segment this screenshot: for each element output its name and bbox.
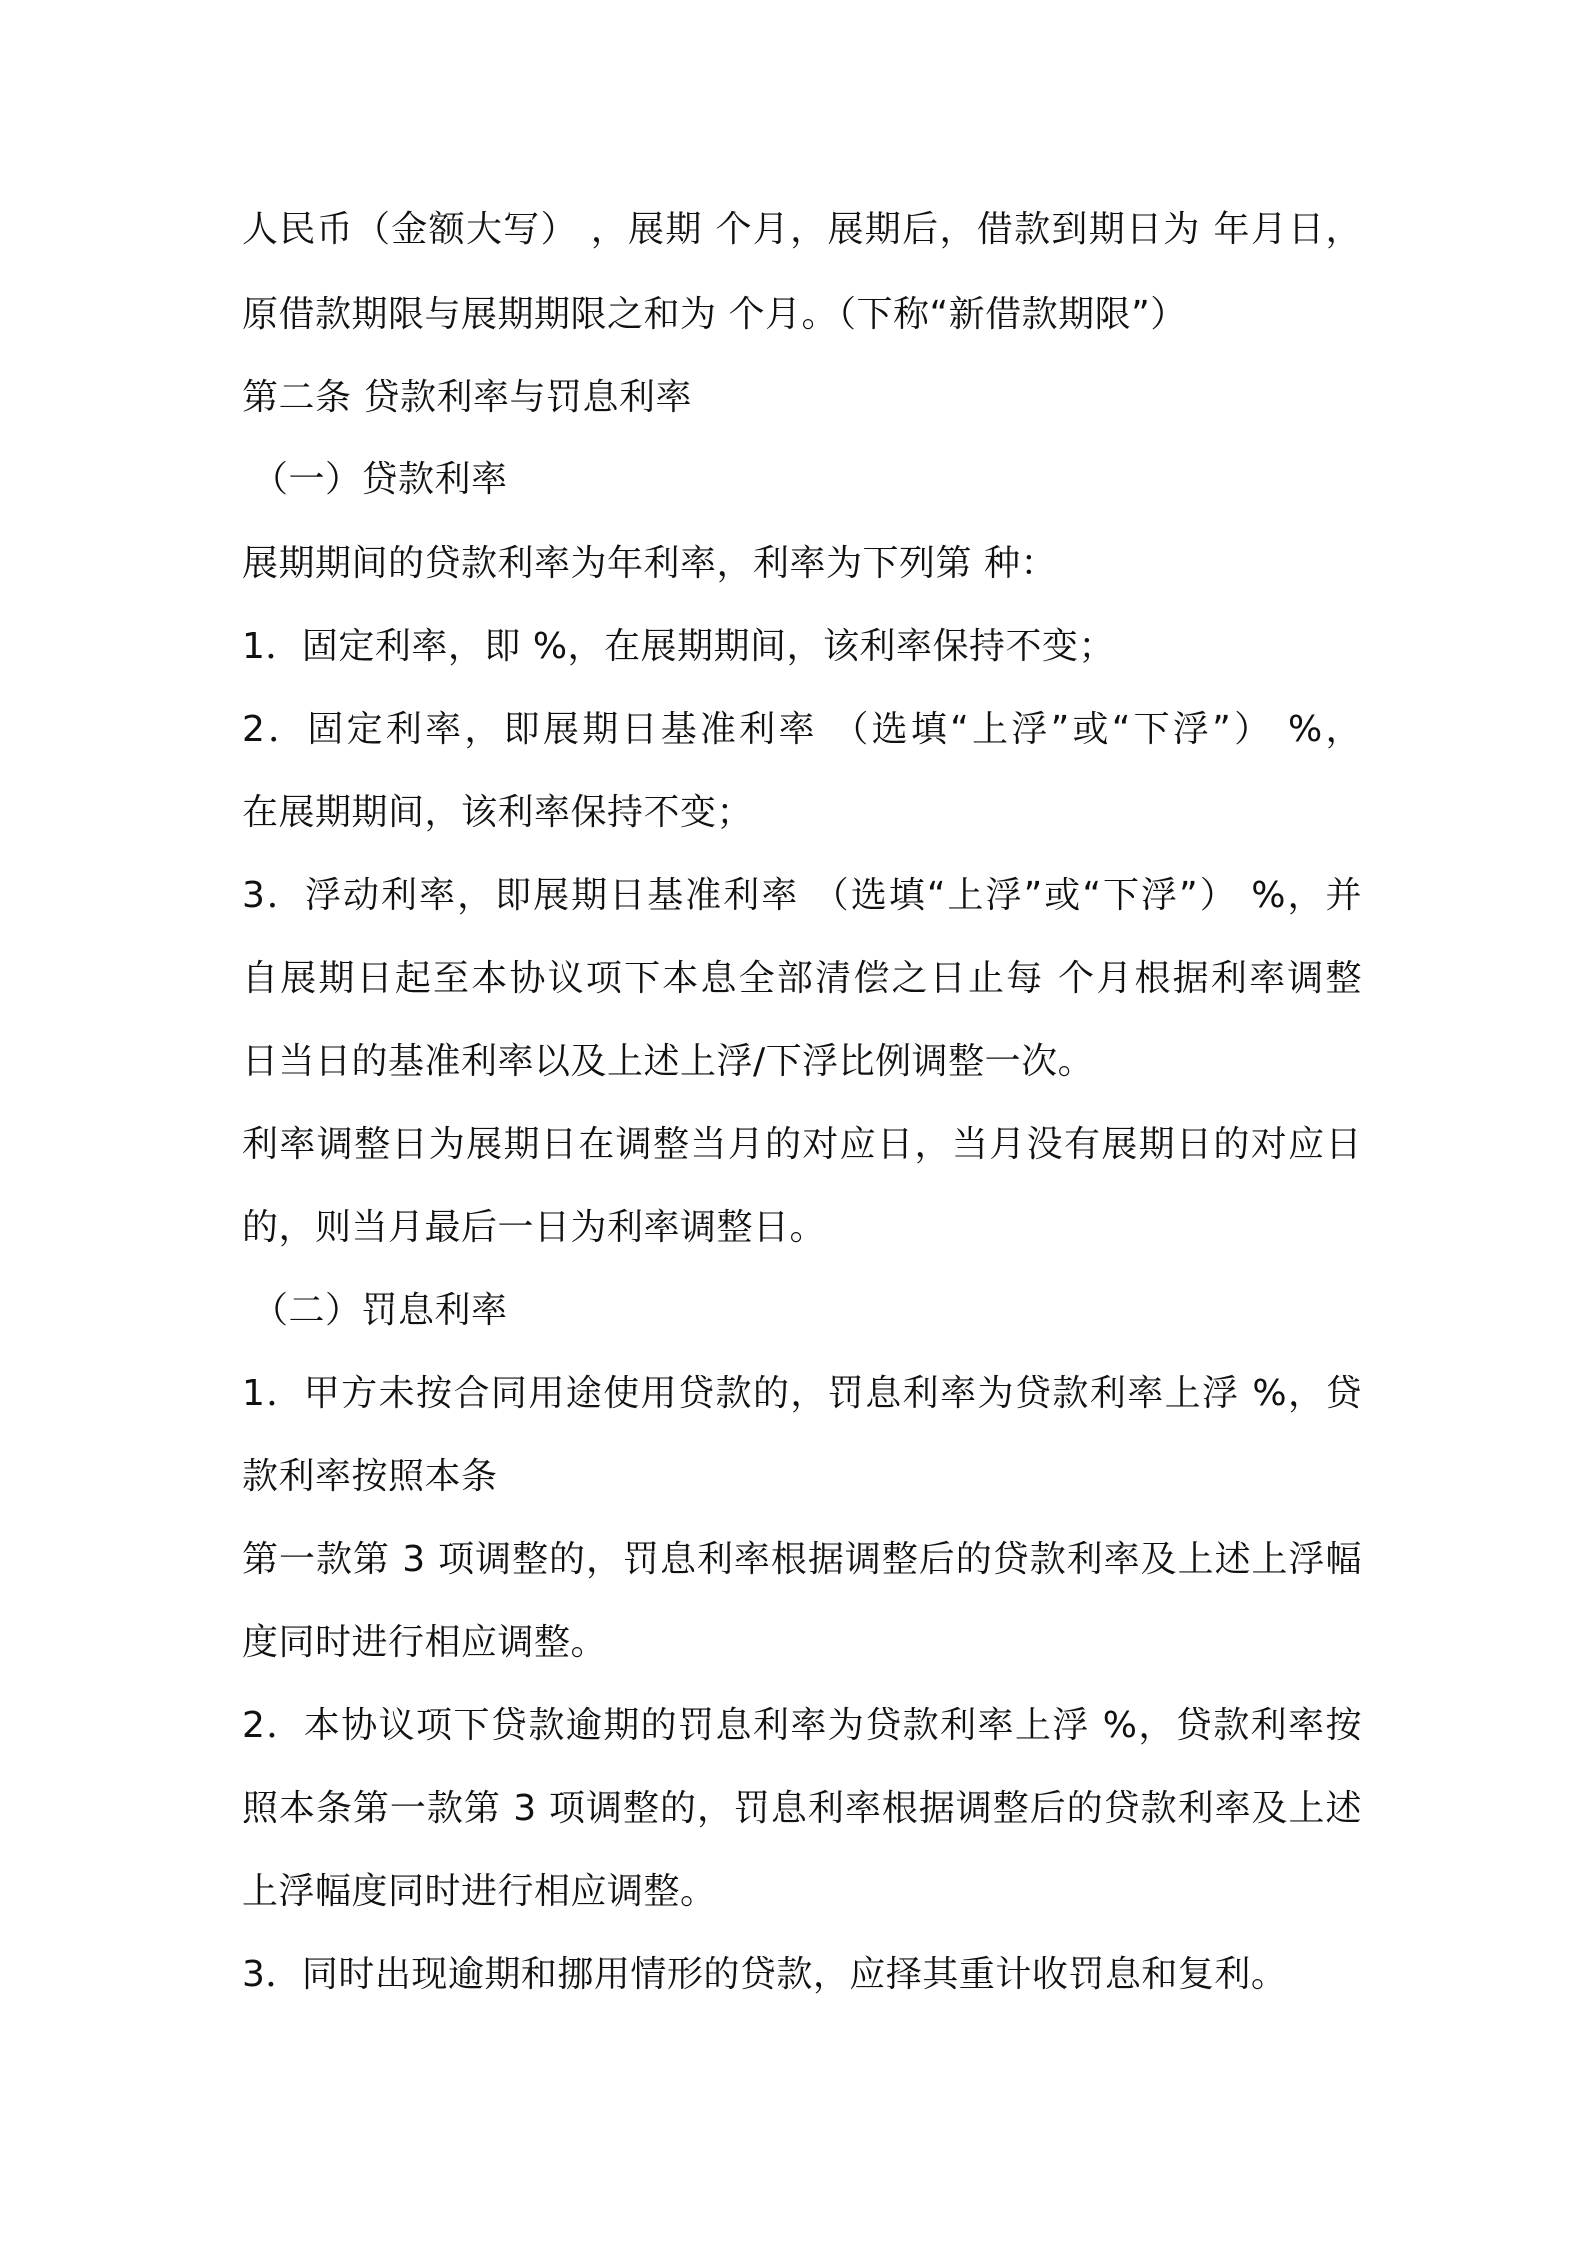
subsection-heading-loan-rate: （一）贷款利率: [252, 459, 508, 500]
text-line-2: 原借款期限与展期期限之和为 个月。（下称“新借款期限”）: [242, 294, 1187, 335]
penalty-item-1-cont-1: 款利率按照本条: [242, 1456, 498, 1497]
list-item-1: 1．固定利率，即 %，在展期期间，该利率保持不变；: [242, 626, 1116, 667]
text-line-5: 展期期间的贷款利率为年利率，利率为下列第 种：: [242, 543, 1057, 584]
text-line-12: 利率调整日为展期日在调整当月的对应日，当月没有展期日的对应日: [242, 1124, 1362, 1165]
subsection-heading-penalty-rate: （二）罚息利率: [252, 1290, 508, 1331]
penalty-item-2-cont-2: 上浮幅度同时进行相应调整。: [242, 1871, 717, 1912]
penalty-item-1: 1．甲方未按合同用途使用贷款的，罚息利率为贷款利率上浮 %，贷: [242, 1373, 1362, 1414]
text-line-1: 人民币（金额大写） ，展期 个月，展期后，借款到期日为 年月日，: [242, 209, 1362, 250]
text-line-13: 的，则当月最后一日为利率调整日。: [242, 1207, 827, 1248]
section-heading-article-2: 第二条 贷款利率与罚息利率: [242, 377, 692, 418]
penalty-item-3: 3．同时出现逾期和挪用情形的贷款，应择其重计收罚息和复利。: [242, 1954, 1288, 1995]
list-item-3-cont-1: 自展期日起至本协议项下本息全部清偿之日止每 个月根据利率调整: [242, 958, 1362, 999]
list-item-2-cont: 在展期期间，该利率保持不变；: [242, 792, 754, 833]
penalty-item-2: 2．本协议项下贷款逾期的罚息利率为贷款利率上浮 %，贷款利率按: [242, 1705, 1362, 1746]
penalty-item-1-cont-2: 第一款第 3 项调整的，罚息利率根据调整后的贷款利率及上述上浮幅: [242, 1539, 1362, 1580]
penalty-item-1-cont-3: 度同时进行相应调整。: [242, 1622, 608, 1663]
list-item-2: 2．固定利率，即展期日基准利率 （选填“上浮”或“下浮”） %，: [242, 709, 1362, 750]
list-item-3-cont-2: 日当日的基准利率以及上述上浮/下浮比例调整一次。: [242, 1041, 1095, 1082]
list-item-3: 3．浮动利率，即展期日基准利率 （选填“上浮”或“下浮”） %，并: [242, 875, 1362, 916]
penalty-item-2-cont-1: 照本条第一款第 3 项调整的，罚息利率根据调整后的贷款利率及上述: [242, 1788, 1362, 1829]
